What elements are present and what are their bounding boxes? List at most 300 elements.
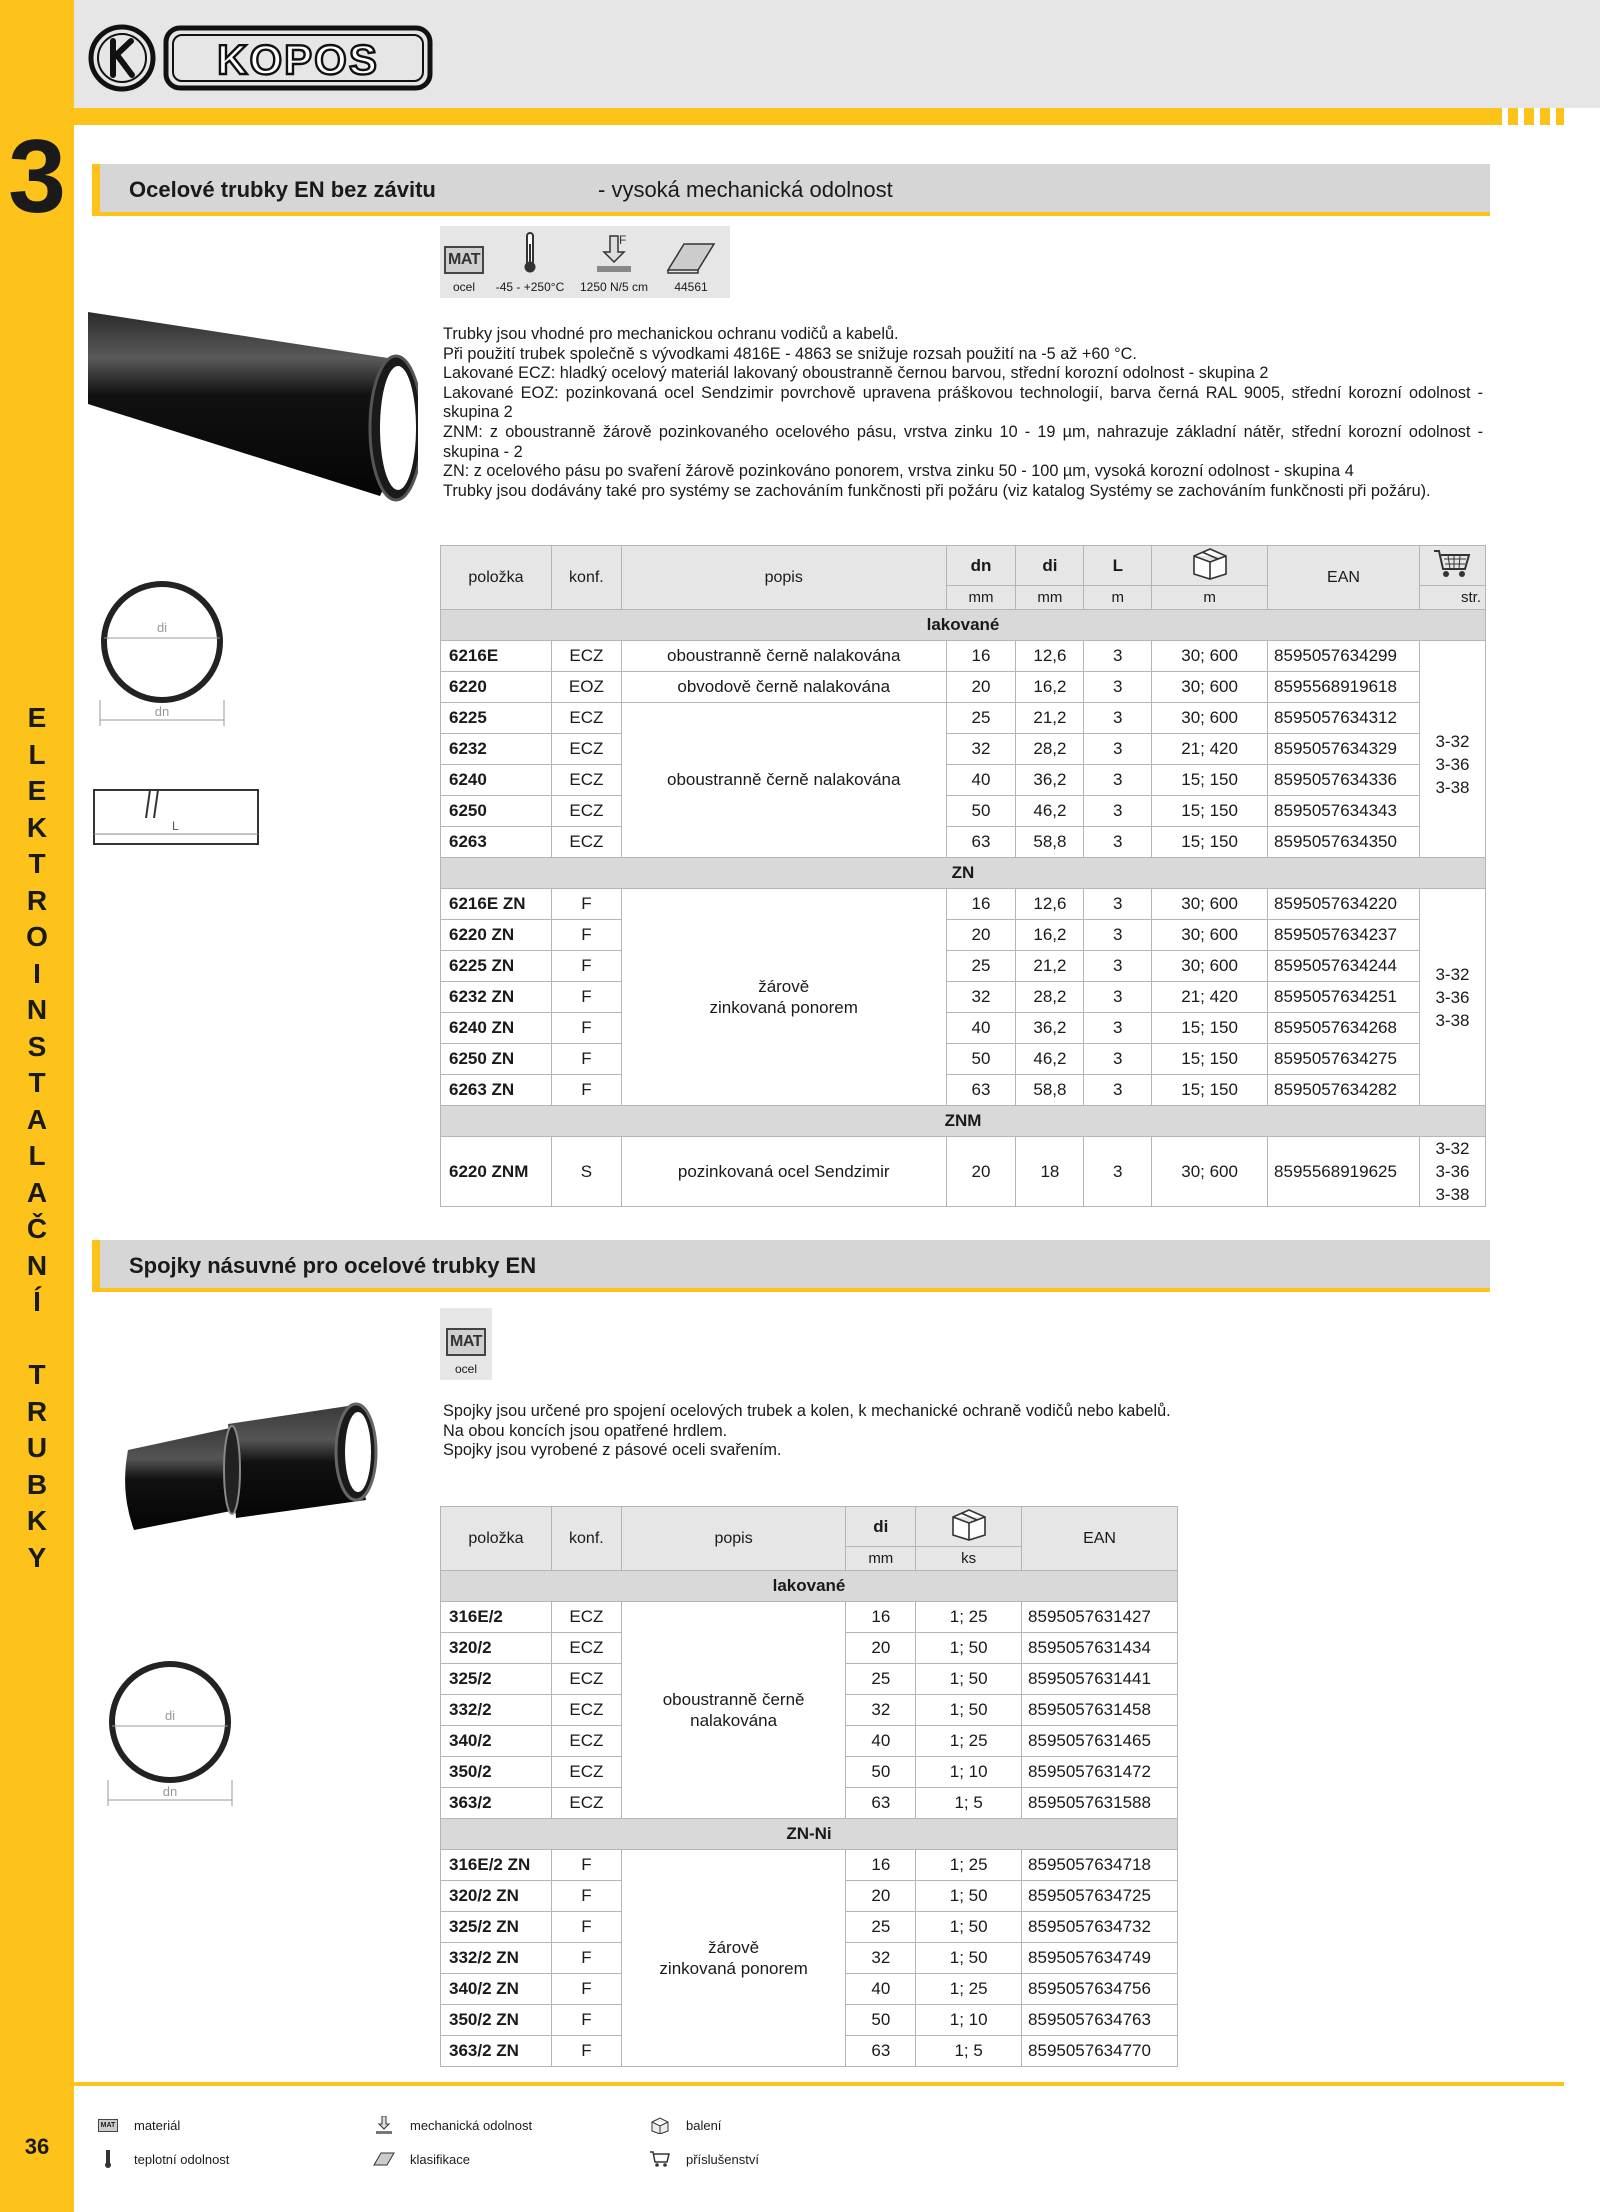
item-ean: 8595057631434 [1022, 1633, 1178, 1664]
item-di: 36,2 [1016, 765, 1084, 796]
item-pack: 15; 150 [1152, 796, 1268, 827]
item-dn: 50 [946, 1044, 1016, 1075]
item-di: 12,6 [1016, 889, 1084, 920]
unit-L: m [1084, 586, 1152, 610]
material-prop: MAT ocel [440, 226, 488, 298]
table-row [441, 920, 1486, 951]
item-di: 16,2 [1016, 672, 1084, 703]
item-code: 340/2 ZN [441, 1974, 552, 2005]
cart-icon [649, 2150, 671, 2168]
vertical-title-letter: B [26, 1468, 48, 1500]
material-icon: MAT [444, 246, 484, 274]
item-code: 6216E ZN [441, 889, 552, 920]
item-code: 316E/2 [441, 1602, 552, 1633]
item-pages [1419, 1137, 1485, 1207]
item-L: 3 [1084, 920, 1152, 951]
item-conf: ECZ [551, 641, 621, 672]
footer-accent-line [74, 2082, 1564, 2086]
desc-line: žárově [708, 1938, 760, 1957]
header-stripes [1502, 108, 1566, 125]
item-conf: F [551, 951, 621, 982]
item-di: 16,2 [1016, 920, 1084, 951]
vertical-title-letter: E [27, 775, 47, 806]
item-conf: ECZ [551, 703, 621, 734]
couplers-description [443, 1402, 1483, 1461]
item-pack: 1; 25 [916, 1850, 1022, 1881]
item-code: 6263 [441, 827, 552, 858]
item-di: 18 [1016, 1137, 1084, 1207]
item-conf: ECZ [551, 827, 621, 858]
item-code: 6225 [441, 703, 552, 734]
unit-di: mm [846, 1547, 916, 1571]
item-di: 58,8 [1016, 1075, 1084, 1106]
item-code: 332/2 ZN [441, 1943, 552, 1974]
vertical-title-letter: S [27, 1030, 47, 1062]
item-L: 3 [1084, 703, 1152, 734]
item-code: 325/2 ZN [441, 1912, 552, 1943]
group-label: lakované [441, 1571, 1178, 1602]
item-ean: 8595057634732 [1022, 1912, 1178, 1943]
vertical-title-letter: A [26, 1176, 48, 1208]
coupler-property-icons [440, 1308, 492, 1380]
item-conf: F [551, 982, 621, 1013]
classification-prop: 44561 [656, 226, 726, 298]
item-pack: 1; 50 [916, 1664, 1022, 1695]
item-desc: pozinkovaná ocel Sendzimir [621, 1137, 946, 1207]
table-header-row [441, 546, 1486, 586]
item-conf: ECZ [551, 1602, 621, 1633]
item-pack: 1; 25 [916, 1602, 1022, 1633]
col-ean: EAN [1022, 1507, 1178, 1571]
item-di: 28,2 [1016, 982, 1084, 1013]
item-pack: 21; 420 [1152, 982, 1268, 1013]
item-ean: 8595057634336 [1268, 765, 1420, 796]
item-L: 3 [1084, 1044, 1152, 1075]
box-icon [949, 1507, 989, 1541]
item-code: 6225 ZN [441, 951, 552, 982]
item-di: 40 [846, 1726, 916, 1757]
item-pack: 15; 150 [1152, 1013, 1268, 1044]
item-conf: F [551, 889, 621, 920]
item-pack: 15; 150 [1152, 1075, 1268, 1106]
item-pack: 15; 150 [1152, 1044, 1268, 1075]
item-ean: 8595568919618 [1268, 672, 1420, 703]
item-L: 3 [1084, 1137, 1152, 1207]
item-ean: 8595057634312 [1268, 703, 1420, 734]
table-row [441, 1602, 1178, 1633]
item-ean: 8595057634268 [1268, 1013, 1420, 1044]
item-pack: 1; 10 [916, 2005, 1022, 2036]
table-row [441, 703, 1486, 734]
item-pack: 30; 600 [1152, 920, 1268, 951]
item-code: 6232 [441, 734, 552, 765]
section-title: Ocelové trubky EN bez závitu [129, 177, 436, 202]
col-L: L [1084, 546, 1152, 586]
page-ref: 3-38 [1435, 1185, 1470, 1204]
section-title-couplers: Spojky násuvné pro ocelové trubky EN [129, 1253, 537, 1278]
item-di: 50 [846, 2005, 916, 2036]
item-ean: 8595057634749 [1022, 1943, 1178, 1974]
col-pack [1152, 546, 1268, 586]
item-ean: 8595057634275 [1268, 1044, 1420, 1075]
vertical-title-letter: K [26, 811, 48, 843]
item-dn: 16 [946, 641, 1016, 672]
col-item: položka [441, 1507, 552, 1571]
item-di: 28,2 [1016, 734, 1084, 765]
item-di: 32 [846, 1695, 916, 1726]
col-item: položka [441, 546, 552, 610]
item-desc: oboustranně černě nalakována [621, 641, 946, 672]
item-code: 6240 [441, 765, 552, 796]
page-ref: 3-38 [1435, 777, 1470, 797]
item-ean: 8595057634329 [1268, 734, 1420, 765]
item-desc: oboustranně černě nalakována [621, 703, 946, 858]
svg-text:di: di [156, 620, 168, 635]
item-code: 6216E [441, 641, 552, 672]
vertical-title-letter: R [26, 1395, 48, 1427]
table-group-row [441, 1106, 1486, 1137]
item-ean: 8595057634251 [1268, 982, 1420, 1013]
item-di: 20 [846, 1633, 916, 1664]
item-L: 3 [1084, 889, 1152, 920]
item-pack: 1; 5 [916, 2036, 1022, 2067]
item-conf: ECZ [551, 1664, 621, 1695]
item-desc [621, 1602, 846, 1819]
item-ean: 8595057634343 [1268, 796, 1420, 827]
item-desc [621, 889, 946, 1106]
item-pack: 21; 420 [1152, 734, 1268, 765]
table-row [441, 1044, 1486, 1075]
section-header-steel-tubes [92, 164, 1490, 216]
vertical-title-letter: L [28, 1140, 46, 1171]
steel-pipe-image [88, 308, 418, 558]
svg-text:KOPOS: KOPOS [217, 36, 379, 83]
box-icon [1190, 546, 1230, 580]
item-code: 6232 ZN [441, 982, 552, 1013]
item-di: 21,2 [1016, 703, 1084, 734]
item-conf: F [551, 2005, 621, 2036]
table-row [441, 1850, 1178, 1881]
vertical-title-letter: A [26, 1103, 48, 1135]
item-di: 63 [846, 1788, 916, 1819]
item-ean: 8595057631427 [1022, 1602, 1178, 1633]
item-dn: 20 [946, 920, 1016, 951]
page-ref: 3-38 [1435, 1010, 1470, 1030]
item-desc: obvodově černě nalakována [621, 672, 946, 703]
item-di: 36,2 [1016, 1013, 1084, 1044]
item-conf: F [551, 1974, 621, 2005]
classification-icon [666, 240, 716, 274]
item-conf: EOZ [551, 672, 621, 703]
item-ean: 8595057634237 [1268, 920, 1420, 951]
vertical-title-letter: R [26, 884, 48, 916]
mechanical-prop: F 1250 N/5 cm [579, 234, 649, 294]
table-row [441, 1075, 1486, 1106]
header-accent-line [74, 108, 1564, 125]
item-code: 6250 ZN [441, 1044, 552, 1075]
item-pack: 15; 150 [1152, 827, 1268, 858]
cart-icon [1432, 547, 1472, 579]
item-di: 25 [846, 1912, 916, 1943]
vertical-title-letter: N [26, 994, 48, 1025]
item-pack: 1; 25 [916, 1974, 1022, 2005]
item-code: 6240 ZN [441, 1013, 552, 1044]
item-pack: 1; 50 [916, 1633, 1022, 1664]
item-conf: F [551, 1912, 621, 1943]
legend-classification: klasifikace [372, 2150, 470, 2168]
svg-text:F: F [619, 234, 627, 247]
material-icon: MAT [446, 1328, 486, 1356]
item-L: 3 [1084, 796, 1152, 827]
page-ref: 3-36 [1435, 1162, 1470, 1181]
item-L: 3 [1084, 982, 1152, 1013]
item-ean: 8595568919625 [1268, 1137, 1420, 1207]
col-conf: konf. [551, 1507, 621, 1571]
item-conf: F [551, 1881, 621, 1912]
temperature-prop: -45 - +250°C [488, 226, 572, 298]
legend-material: MAT materiál [96, 2116, 180, 2134]
item-dn: 25 [946, 951, 1016, 982]
group-label: lakované [441, 610, 1486, 641]
item-pages-empty [1419, 641, 1485, 672]
group-label: ZN [441, 858, 1486, 889]
item-dn: 40 [946, 765, 1016, 796]
item-L: 3 [1084, 765, 1152, 796]
item-conf: ECZ [551, 1726, 621, 1757]
unit-pack: ks [916, 1547, 1022, 1571]
vertical-title-letter: T [28, 1359, 46, 1390]
item-di: 12,6 [1016, 641, 1084, 672]
item-di: 21,2 [1016, 951, 1084, 982]
vertical-title-letter: E [27, 702, 47, 733]
item-code: 6220 ZN [441, 920, 552, 951]
length-diagram [92, 788, 262, 848]
desc-line: nalakována [690, 1711, 778, 1730]
item-conf: ECZ [551, 1695, 621, 1726]
item-ean: 8595057634282 [1268, 1075, 1420, 1106]
item-ean: 8595057634763 [1022, 2005, 1178, 2036]
item-L: 3 [1084, 1075, 1152, 1106]
tubes-table [440, 545, 1486, 1207]
item-pages [1419, 672, 1485, 858]
item-L: 3 [1084, 827, 1152, 858]
item-ean: 8595057634220 [1268, 889, 1420, 920]
classification-icon [373, 2151, 395, 2167]
col-di: di [846, 1507, 916, 1547]
table-group-row [441, 858, 1486, 889]
vertical-title-letter: L [28, 738, 46, 770]
item-ean: 8595057631458 [1022, 1695, 1178, 1726]
item-code: 320/2 ZN [441, 1881, 552, 1912]
item-ean: 8595057634770 [1022, 2036, 1178, 2067]
svg-text:dn: dn [154, 704, 170, 719]
unit-pack: m [1152, 586, 1268, 610]
chapter-vertical-title [0, 700, 74, 1576]
table-row [441, 734, 1486, 765]
item-conf: ECZ [551, 1757, 621, 1788]
table-row [441, 672, 1486, 703]
table-row [441, 889, 1486, 920]
legend-temperature: teplotní odolnost [96, 2150, 229, 2168]
item-di: 20 [846, 1881, 916, 1912]
item-L: 3 [1084, 734, 1152, 765]
property-icons [440, 226, 730, 298]
item-pack: 1; 50 [916, 1881, 1022, 1912]
item-ean: 8595057634244 [1268, 951, 1420, 982]
group-label: ZN-Ni [441, 1819, 1178, 1850]
table-row [441, 641, 1486, 672]
section-header-couplers [92, 1240, 1490, 1292]
col-desc: popis [621, 546, 946, 610]
table-row [441, 796, 1486, 827]
item-L: 3 [1084, 672, 1152, 703]
item-dn: 40 [946, 1013, 1016, 1044]
description-line: Při použití trubek společně s vývodkami 4816E - 4863 se snižuje rozsah použití na -5 až +60 °C. [443, 344, 1137, 363]
vertical-title-letter: Č [26, 1213, 48, 1244]
description-line: Lakované ECZ: hladký ocelový materiál lakovaný oboustranně černou barvou, střední korozní odolnost - skupina 2 [443, 364, 1269, 383]
item-dn: 32 [946, 982, 1016, 1013]
page-ref: 3-32 [1435, 731, 1470, 751]
unit-page: str. [1419, 586, 1485, 610]
section-subtitle: - vysoká mechanická odolnost [598, 177, 893, 202]
item-di: 46,2 [1016, 1044, 1084, 1075]
item-L: 3 [1084, 641, 1152, 672]
vertical-title-letter: N [26, 1249, 48, 1281]
item-conf: F [551, 1075, 621, 1106]
page-ref: 3-32 [1435, 1139, 1470, 1158]
unit-dn: mm [946, 586, 1016, 610]
vertical-title-letter: O [26, 921, 48, 952]
item-conf: ECZ [551, 734, 621, 765]
description-line: Spojky jsou vyrobené z pásové oceli svařením. [443, 1441, 782, 1460]
desc-line: zinkovaná ponorem [659, 1959, 808, 1978]
item-code: 350/2 ZN [441, 2005, 552, 2036]
item-di: 16 [846, 1602, 916, 1633]
item-ean: 8595057634350 [1268, 827, 1420, 858]
item-conf: F [551, 920, 621, 951]
item-conf: S [551, 1137, 621, 1207]
vertical-title-letter: T [28, 1067, 46, 1098]
table-row [441, 1013, 1486, 1044]
item-code: 350/2 [441, 1757, 552, 1788]
table-row [441, 765, 1486, 796]
svg-text:di: di [164, 1708, 176, 1723]
item-di: 46,2 [1016, 796, 1084, 827]
item-conf: F [551, 1013, 621, 1044]
svg-text:L: L [172, 819, 179, 833]
col-pack [916, 1507, 1022, 1547]
svg-text:dn: dn [162, 1784, 178, 1799]
col-conf: konf. [551, 546, 621, 610]
force-icon [593, 234, 635, 274]
kopos-logo [86, 22, 436, 94]
coupler-material-prop: MAT ocel [440, 1308, 492, 1380]
item-code: 6250 [441, 796, 552, 827]
item-pack: 1; 25 [916, 1726, 1022, 1757]
item-pack: 1; 50 [916, 1943, 1022, 1974]
item-di: 25 [846, 1664, 916, 1695]
item-pack: 1; 5 [916, 1788, 1022, 1819]
item-dn: 50 [946, 796, 1016, 827]
thermometer-icon [523, 232, 537, 274]
table-group-row [441, 1571, 1178, 1602]
item-ean: 8595057634725 [1022, 1881, 1178, 1912]
col-desc: popis [621, 1507, 846, 1571]
description-line: Na obou koncích jsou opatřené hrdlem. [443, 1421, 728, 1440]
coupler-cross-section-diagram [100, 1660, 240, 1810]
item-conf: ECZ [551, 796, 621, 827]
force-icon [374, 2116, 394, 2134]
item-conf: F [551, 1850, 621, 1881]
item-desc [621, 1850, 846, 2067]
vertical-title-letter: T [28, 848, 46, 879]
item-code: 363/2 ZN [441, 2036, 552, 2067]
description-line: ZN: z ocelového pásu po svaření žárově pozinkováno ponorem, vrstva zinku 50 - 100 µm, vysoká korozní odolnost - skupina 4 [443, 462, 1354, 481]
table-row [441, 951, 1486, 982]
item-code: 325/2 [441, 1664, 552, 1695]
table-group-row [441, 610, 1486, 641]
item-pages [1419, 889, 1485, 1106]
item-pack: 30; 600 [1152, 641, 1268, 672]
table-header-row [441, 1507, 1178, 1547]
item-di: 63 [846, 2036, 916, 2067]
col-accessories [1419, 546, 1485, 586]
item-pack: 1; 50 [916, 1912, 1022, 1943]
table-row [441, 827, 1486, 858]
group-label: ZNM [441, 1106, 1486, 1137]
item-ean: 8595057631441 [1022, 1664, 1178, 1695]
item-code: 6220 [441, 672, 552, 703]
item-conf: F [551, 1044, 621, 1075]
material-icon: MAT [98, 2119, 118, 2132]
item-dn: 20 [946, 1137, 1016, 1207]
description-line: Trubky jsou vhodné pro mechanickou ochranu vodičů a kabelů. [443, 325, 899, 343]
item-di: 50 [846, 1757, 916, 1788]
item-code: 6220 ZNM [441, 1137, 552, 1207]
item-ean: 8595057631465 [1022, 1726, 1178, 1757]
item-pack: 1; 10 [916, 1757, 1022, 1788]
description-line: Lakované EOZ: pozinkovaná ocel Sendzimir povrchově upravena práškovou technologií, barva černá RAL 9005, střední korozní odolnost - skupina 2 [443, 383, 1483, 422]
item-ean: 8595057631588 [1022, 1788, 1178, 1819]
table-row [441, 1137, 1486, 1207]
item-code: 6263 ZN [441, 1075, 552, 1106]
legend-accessories: příslušenství [648, 2150, 759, 2168]
unit-di: mm [1016, 586, 1084, 610]
item-dn: 32 [946, 734, 1016, 765]
vertical-title-letter: U [26, 1432, 48, 1463]
item-pack: 30; 600 [1152, 889, 1268, 920]
legend-packaging: balení [648, 2116, 721, 2134]
item-pack: 30; 600 [1152, 951, 1268, 982]
col-ean: EAN [1268, 546, 1420, 610]
desc-line: oboustranně černě [662, 1690, 805, 1709]
legend-mechanical: mechanická odolnost [372, 2116, 532, 2134]
item-conf: F [551, 2036, 621, 2067]
table-row [441, 982, 1486, 1013]
item-dn: 16 [946, 889, 1016, 920]
item-di: 16 [846, 1850, 916, 1881]
item-ean: 8595057634756 [1022, 1974, 1178, 2005]
item-pack: 1; 50 [916, 1695, 1022, 1726]
item-pack: 30; 600 [1152, 703, 1268, 734]
vertical-title-letter: I [33, 957, 41, 989]
item-pack: 30; 600 [1152, 1137, 1268, 1207]
thermometer-icon [105, 2150, 111, 2168]
page-number: 36 [24, 2134, 50, 2159]
item-conf: ECZ [551, 1788, 621, 1819]
item-code: 363/2 [441, 1788, 552, 1819]
item-conf: ECZ [551, 765, 621, 796]
